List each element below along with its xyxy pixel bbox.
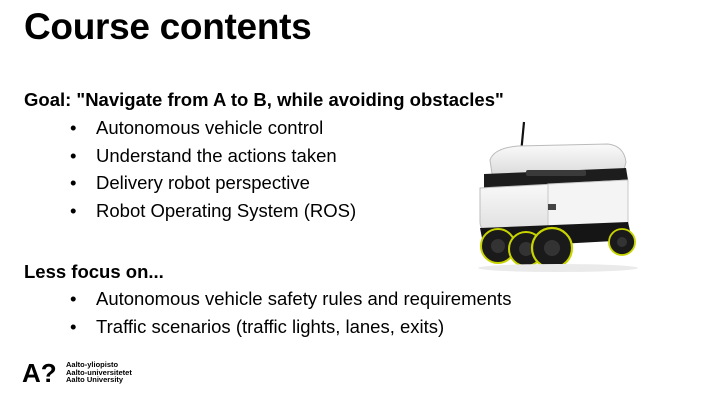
bullet-icon: •	[70, 288, 77, 309]
bullet-icon: •	[70, 315, 77, 337]
list-item: • Autonomous vehicle control	[70, 114, 356, 142]
logo-mark: A?	[22, 358, 57, 386]
logo-text	[66, 361, 132, 384]
bullet-icon: •	[70, 144, 77, 166]
bullet-icon: •	[70, 200, 77, 222]
slide-title: Course contents	[24, 6, 312, 47]
less-focus-heading: Less focus on...	[24, 261, 164, 282]
delivery-robot-icon	[428, 118, 643, 273]
goal-bullet-list	[70, 114, 356, 225]
logo-line-finnish: Aalto-yliopisto	[66, 360, 119, 369]
goal-heading: Goal: "Navigate from A to B, while avoiding obstacles"	[24, 89, 504, 110]
list-item: • Traffic scenarios (traffic lights, lanes, exits)	[70, 313, 511, 341]
logo-line-swedish: Aalto-universitetet	[66, 367, 132, 377]
less-focus-bullet-list	[70, 285, 511, 340]
bullet-icon: •	[70, 172, 77, 194]
list-item: • Understand the actions taken	[70, 142, 356, 170]
aalto-logo-icon	[22, 358, 66, 386]
list-item: • Robot Operating System (ROS)	[70, 197, 356, 225]
bullet-icon: •	[70, 117, 77, 138]
list-item: • Autonomous vehicle safety rules and requirements	[70, 285, 511, 313]
logo-line-english: Aalto University	[66, 375, 124, 385]
list-item: • Delivery robot perspective	[70, 169, 356, 197]
